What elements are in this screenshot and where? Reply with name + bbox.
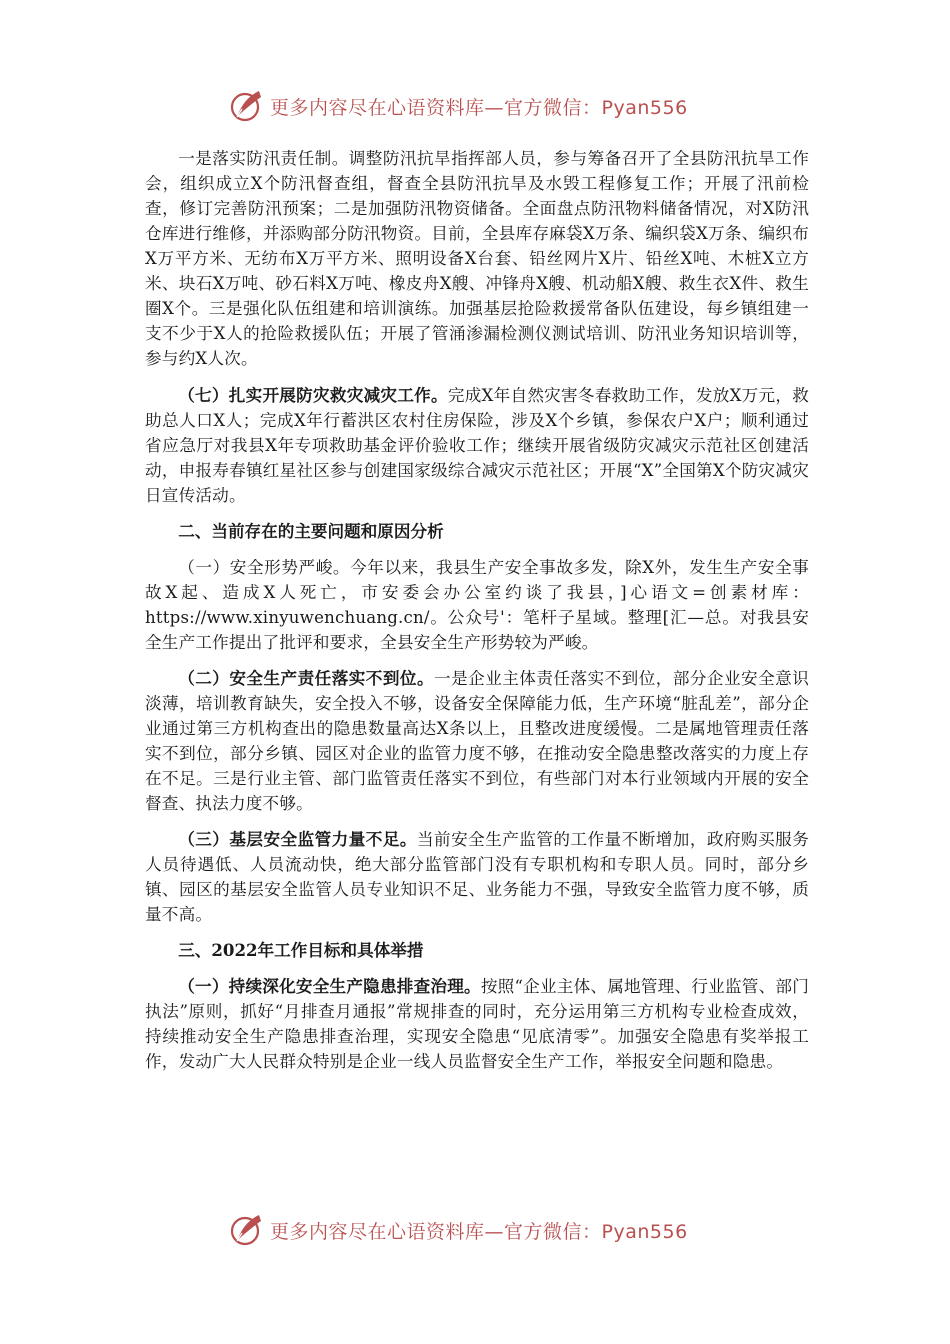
paragraph-text: 完成X年自然灾害冬春救助工作，发放X万元，救助总人口X人；完成X年行蓄洪区农村住房保险，涉及X个乡镇，参保农户X户；顺利通过省应急厅对我县X年专项救助基金评价验收工作；继续开展省级防灾减灾示范社区创建活动，申报寿春镇红星社区参与创建国家级综合减灾示范社区；开展“X”全国第X个防灾减灾日宣传活动。 [145, 386, 809, 505]
paragraph-lead: （二）安全生产责任落实不到位。 [178, 668, 435, 688]
paragraph-lead: （七）扎实开展防灾救灾减灾工作。 [178, 385, 448, 405]
section-heading-goals: 三、2022年工作目标和具体举措 [178, 940, 424, 960]
paragraph-disaster-relief [145, 383, 809, 508]
watermark-text: 更多内容尽在心语资料库—官方微信：Pyan556 [270, 1220, 688, 1243]
paragraph-text: 当前安全生产监管的工作量不断增加，政府购买服务人员待遇低、人员流动快，绝大部分监管部门没有专职机构和专职人员。同时，部分乡镇、园区的基层安全监管人员专业知识不足、业务能力不强，导致安全监管力度不够，质量不高。 [145, 830, 809, 924]
quill-pen-icon [228, 1212, 264, 1248]
section-heading-problems: 二、当前存在的主要问题和原因分析 [178, 521, 444, 541]
paragraph-text: 一是企业主体责任落实不到位，部分企业安全意识淡薄，培训教育缺失，安全投入不够，设备安全保障能力低，生产环境“脏乱差”，部分企业通过第三方机构查出的隐患数量高达X条以上，且整改进度缓慢。二是属地管理责任落实不到位，部分乡镇、园区对企业的监管力度不够，在推动安全隐患整改落实的力度上存在不足。三是行业主管、部门监管责任落实不到位，有些部门对本行业领域内开展的安全督查、执法力度不够。 [145, 669, 809, 813]
paragraph-hazard-governance [145, 974, 809, 1074]
paragraph-text: 按照“企业主体、属地管理、行业监管、部门执法”原则，抓好“月排查月通报”常规排查的同时，充分运用第三方机构专业检查成效，持续推动安全生产隐患排查治理，实现安全隐患“见底清零”。加强安全隐患有奖举报工作，发动广大人民群众特别是企业一线人员监督安全生产工作，举报安全问题和隐患。 [145, 977, 809, 1071]
document-body [145, 146, 809, 1085]
quill-pen-icon [228, 88, 264, 124]
paragraph-responsibility [145, 666, 809, 816]
paragraph-flood-control: 一是落实防汛责任制。调整防汛抗旱指挥部人员，参与筹备召开了全县防汛抗旱工作会，组织成立X个防汛督查组，督查全县防汛抗旱及水毁工程修复工作；开展了汛前检查，修订完善防汛预案；二是加强防汛物资储备。全面盘点防汛物料储备情况，对X防汛仓库进行维修，并添购部分防汛物资。目前，全县库存麻袋X万条、编织袋X万条、编织布X万平方米、无纺布X万平方米、照明设备X台套、铅丝网片X片、铅丝X吨、木桩X立方米、块石X万吨、砂石料X万吨、橡皮舟X艘、冲锋舟X艘、机动船X艘、救生衣X件、救生圈X个。三是强化队伍组建和培训演练。加强基层抢险救援常备队伍建设，每乡镇组建一支不少于X人的抢险救援队伍；开展了管涌渗漏检测仪测试培训、防汛业务知识培训等，参与约X人次。 [145, 149, 809, 368]
paragraph-supervision [145, 827, 809, 927]
paragraph-lead: （一）持续深化安全生产隐患排查治理。 [178, 976, 481, 996]
watermark-header [228, 86, 748, 126]
watermark-text: 更多内容尽在心语资料库—官方微信：Pyan556 [270, 96, 688, 119]
paragraph-safety-situation: （一）安全形势严峻。今年以来，我县生产安全事故多发，除X外，发生生产安全事故X起、造成X人死亡，市安委会办公室约谈了我县，]心语文=创素材库：https://www.xinyuwenchuang.cn/。公众号'：笔杆子星域。整理[汇—总。对我县安全生产工作提出了批评和要求，全县安全生产形势较为严峻。 [145, 558, 809, 652]
paragraph-lead: （三）基层安全监管力量不足。 [178, 829, 417, 849]
watermark-footer [228, 1210, 748, 1250]
